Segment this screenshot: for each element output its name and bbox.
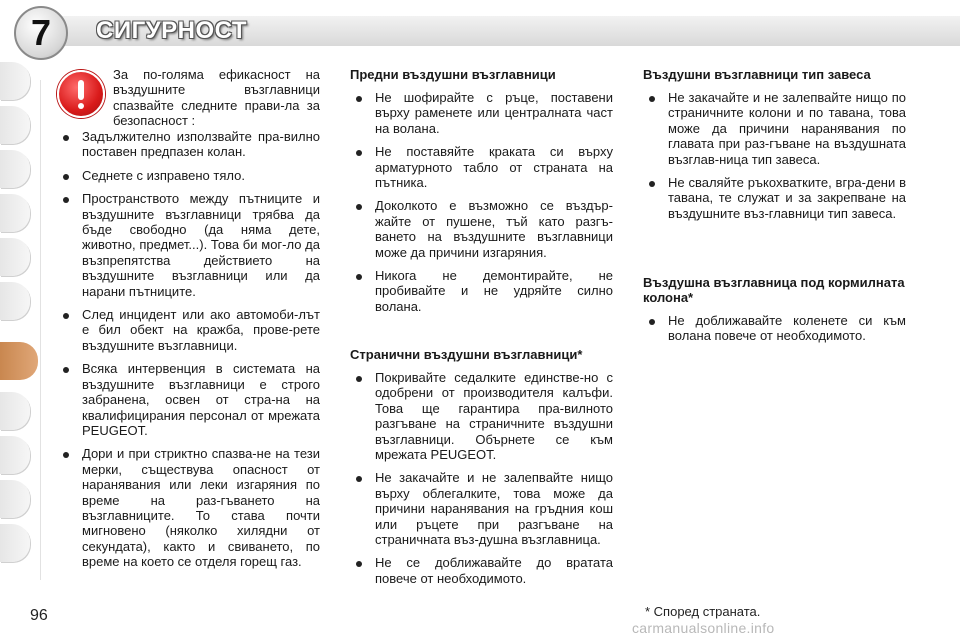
column-general-rules <box>57 129 320 578</box>
list-item: Не доближавайте коленете си към волана повече от необходимото. <box>643 313 906 344</box>
footnote: * Според страната. <box>645 604 761 619</box>
list-item: Задължително използвайте пра-вилно поставен предпазен колан. <box>57 129 320 160</box>
list-item: Покривайте седалките единстве-но с одобрени от производителя калъфи. Това ще гарантира пра-вилното разгъване на страничните въздушни възглавници. Обърнете се към мрежата PEUGEOT. <box>350 370 613 462</box>
list-item: Никога не демонтирайте, не пробивайте и не удряйте силно волана. <box>350 268 613 314</box>
list-item: Не сваляйте ръкохватките, вгра-дени в тавана, те служат и за закрепване на въздушните въз-главници тип завеса. <box>643 175 906 221</box>
section-steering-airbag <box>643 275 906 352</box>
chapter-tab-active[interactable] <box>0 342 38 380</box>
list-item: Пространството между пътниците и въздушните възглавници трябва да бъде свободно (да няма дете, животно, предмет...). Това би мог-ло да възпрепятства действието на въздушните възглавници или да нарани пътниците. <box>57 191 320 299</box>
page-title: СИГУРНОСТ <box>96 17 248 44</box>
chapter-tab[interactable] <box>0 282 30 320</box>
list-item: Не се доближавайте до вратата повече от необходимото. <box>350 555 613 586</box>
list-item: Не закачайте и не залепвайте нищо по страничните колони и по тавана, това може да причини наранявания по главата при раз-гъване на въздушната възглав-ница тип завеса. <box>643 90 906 167</box>
section-heading: Предни въздушни възглавници <box>350 67 556 82</box>
page-number: 96 <box>30 607 48 624</box>
list-item: Доколкото е възможно се въздър-жайте от пушене, тъй като разгъ-ването на въздушните възглавници може да причини изгаряния. <box>350 198 613 260</box>
chapter-tab[interactable] <box>0 436 30 474</box>
list-item: Всяка интервенция в системата на въздушните възглавници е строго забранена, освен от стра-на на квалифицирания персонал от мрежата PEUGEOT. <box>57 361 320 438</box>
side-airbags-list <box>350 370 613 586</box>
chapter-tab[interactable] <box>0 194 30 232</box>
section-front-airbags <box>350 67 613 322</box>
warning-icon <box>57 70 105 118</box>
list-item: След инцидент или ако автомоби-лът е бил обект на кражба, прове-рете въздушните възглавници. <box>57 307 320 353</box>
watermark: carmanualsonline.info <box>632 620 775 636</box>
intro-text: За по-голяма ефикасност на въздушните възглавници спазвайте следните прави-ла за безопасност : <box>113 67 320 129</box>
chapter-tab[interactable] <box>0 106 30 144</box>
chapter-tab[interactable] <box>0 62 30 100</box>
chapter-number-badge: 7 <box>14 6 68 60</box>
list-item: Не поставяйте краката си върху арматурното табло от страната на пътника. <box>350 144 613 190</box>
front-airbags-list <box>350 90 613 314</box>
chapter-tab-strip <box>0 50 40 590</box>
section-side-airbags <box>350 347 613 594</box>
section-curtain-airbags <box>643 67 906 229</box>
section-heading: Странични въздушни възглавници* <box>350 347 583 362</box>
section-heading: Въздушна възглавница под кормилната колона* <box>643 275 905 305</box>
chapter-tab[interactable] <box>0 150 30 188</box>
section-heading: Въздушни възглавници тип завеса <box>643 67 871 82</box>
chapter-tab[interactable] <box>0 480 30 518</box>
chapter-tab[interactable] <box>0 392 30 430</box>
list-item: Не закачайте и не залепвайте нищо върху облегалките, това може да причини наранявания на гръдния кош или ръцете при разгъване на страничната въз-душна възглавница. <box>350 470 613 547</box>
chapter-tab[interactable] <box>0 238 30 276</box>
curtain-airbags-list <box>643 90 906 221</box>
steering-airbag-list <box>643 313 906 344</box>
list-item: Седнете с изправено тяло. <box>57 168 320 183</box>
list-item: Не шофирайте с ръце, поставени върху раменете или централната част на волана. <box>350 90 613 136</box>
margin-divider <box>40 80 41 580</box>
list-item: Дори и при стриктно спазва-не на тези мерки, съществува опасност от наранявания или леки изгаряния по време на раз-гъването на възглавниците. То става почти мигновено (няколко хилядни от секундата), както и свиването, по време на което се отделя горещ газ. <box>57 446 320 569</box>
general-rules-list <box>57 129 320 570</box>
chapter-tab[interactable] <box>0 524 30 562</box>
